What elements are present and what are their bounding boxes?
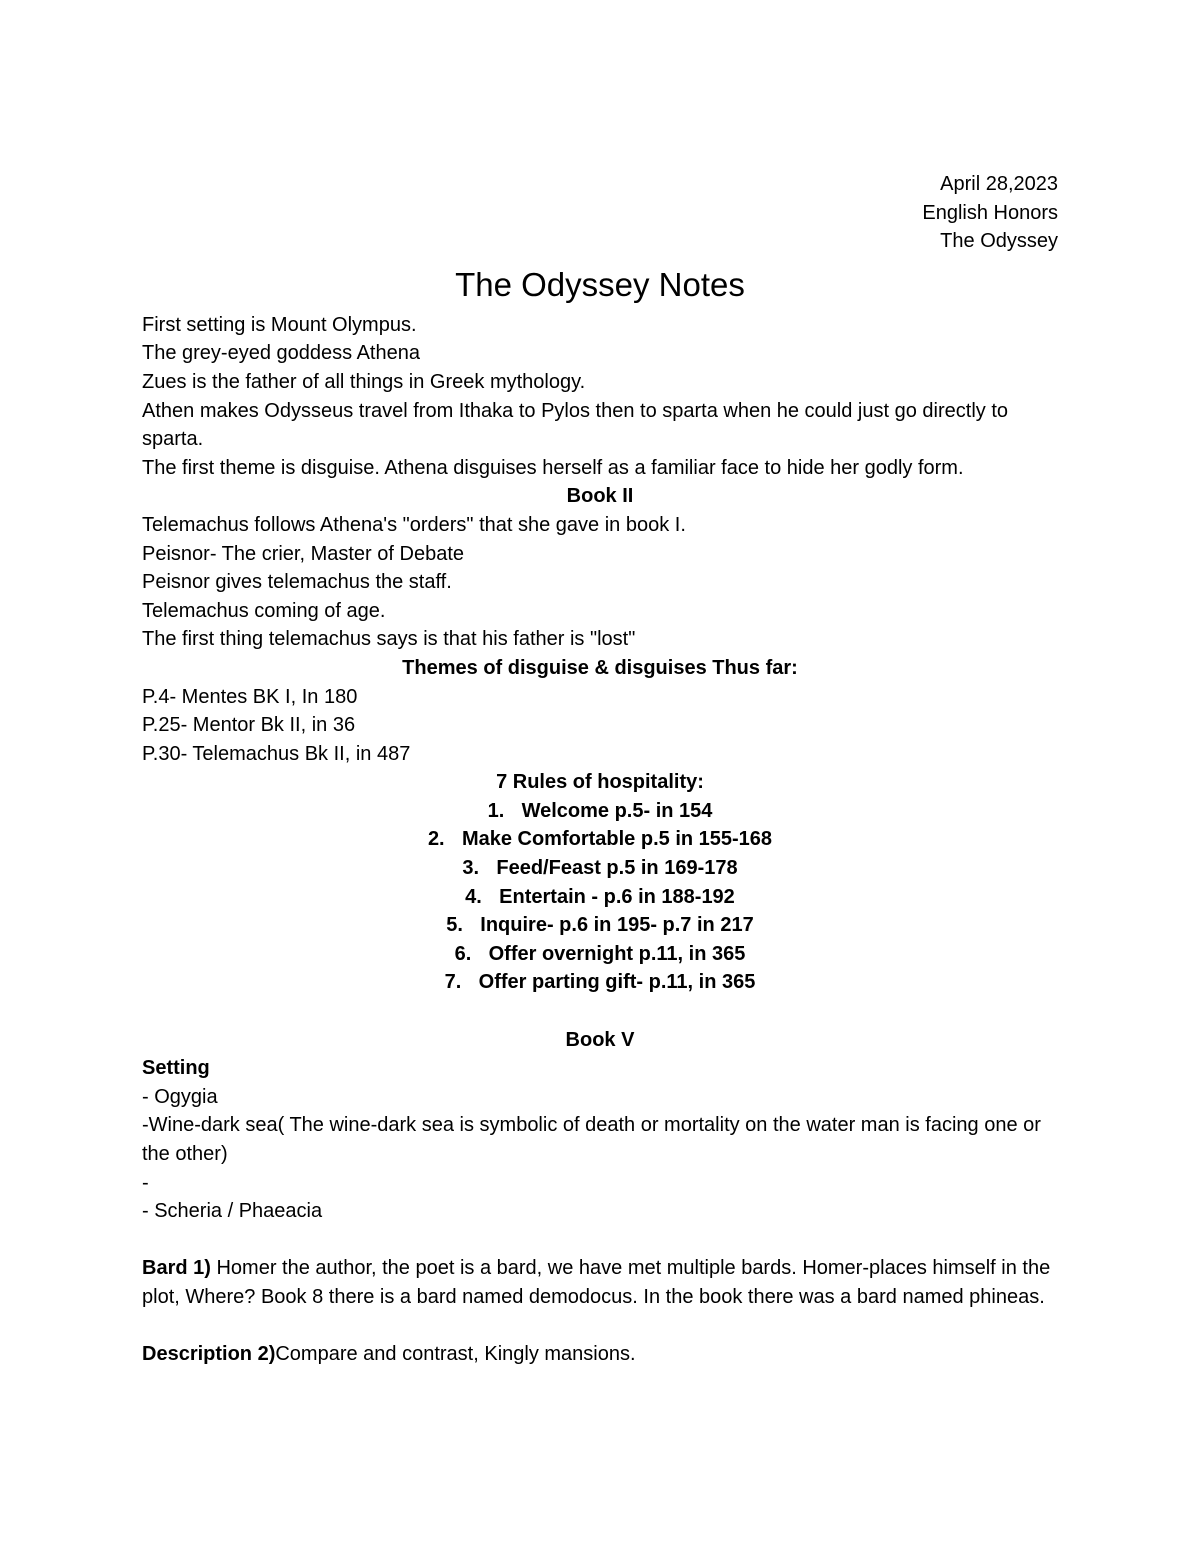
hospitality-heading: 7 Rules of hospitality: <box>496 771 704 794</box>
document-header <box>142 170 1058 256</box>
spacer <box>142 997 1058 1026</box>
intro-line: The grey-eyed goddess Athena <box>142 342 420 365</box>
hospitality-rule <box>142 883 1058 912</box>
book-2-line: The first thing telemachus says is that his father is "lost" <box>142 628 636 651</box>
rule-number: 1. <box>487 799 505 822</box>
book-5-heading: Book V <box>565 1028 635 1051</box>
rule-number: 4. <box>465 885 482 908</box>
bard-label: Bard 1) <box>142 1257 211 1280</box>
intro-section <box>142 311 1058 483</box>
rule-number: 7. <box>444 971 462 994</box>
hospitality-rule <box>142 797 1058 826</box>
intro-line: Athen makes Odysseus travel from Ithaka to Pylos then to sparta when he could just go directly to sparta. <box>142 399 1008 451</box>
rule-text: Offer parting gift- p.11, in 365 <box>478 971 756 994</box>
book-2-line: Telemachus coming of age. <box>142 599 386 622</box>
hospitality-rule <box>142 968 1058 997</box>
rule-text: Inquire- p.6 in 195- p.7 in 217 <box>480 914 754 937</box>
bard-paragraph <box>142 1254 1058 1311</box>
setting-line: - Scheria / Phaeacia <box>142 1200 323 1223</box>
hospitality-section <box>142 768 1058 997</box>
description-label: Description 2) <box>142 1343 276 1366</box>
disguise-line: P.25- Mentor Bk II, in 36 <box>142 714 356 737</box>
rule-number: 2. <box>427 828 445 851</box>
disguise-line: P.30- Telemachus Bk II, in 487 <box>142 742 411 765</box>
header-date: April 28,2023 <box>940 173 1058 195</box>
bard-text: Homer the author, the poet is a bard, we have met multiple bards. Homer-places himself in the plot, Where? Book 8 there is a bard named demodocus. In the book there was a bard named phineas. <box>142 1257 1051 1308</box>
hospitality-rule <box>142 911 1058 940</box>
intro-line: First setting is Mount Olympus. <box>142 313 417 336</box>
disguises-section <box>142 654 1058 768</box>
rule-text: Make Comfortable p.5 in 155-168 <box>461 828 773 851</box>
hospitality-rule <box>142 940 1058 969</box>
hospitality-rule <box>142 854 1058 883</box>
hospitality-rule <box>142 825 1058 854</box>
book-2-line: Telemachus follows Athena's "orders" that she gave in book I. <box>142 513 686 536</box>
rule-text: Entertain - p.6 in 188-192 <box>499 885 735 908</box>
setting-line: - Ogygia <box>142 1085 218 1108</box>
book-2-line: Peisnor gives telemachus the staff. <box>142 571 452 594</box>
book-2-section <box>142 482 1058 654</box>
intro-line: The first theme is disguise. Athena disguises herself as a familiar face to hide her godly form. <box>142 456 964 479</box>
description-text: Compare and contrast, Kingly mansions. <box>275 1343 636 1366</box>
header-course: English Honors <box>922 201 1058 224</box>
spacer <box>142 1312 1058 1341</box>
rule-number: 6. <box>454 942 472 965</box>
header-subject: The Odyssey <box>940 230 1058 253</box>
intro-line: Zues is the father of all things in Greek mythology. <box>142 370 586 393</box>
spacer <box>142 1226 1058 1255</box>
description-paragraph <box>142 1340 1058 1369</box>
setting-label: Setting <box>142 1057 210 1080</box>
book-2-heading: Book II <box>566 485 634 508</box>
rule-number: 5. <box>446 914 463 937</box>
setting-line: -Wine-dark sea( The wine-dark sea is symbolic of death or mortality on the water man is facing one or the other) <box>142 1114 1041 1165</box>
document-page <box>142 170 1058 1369</box>
book-5-section <box>142 1026 1058 1226</box>
disguise-line: P.4- Mentes BK I, In 180 <box>142 685 358 708</box>
rule-text: Welcome p.5- in 154 <box>521 799 713 822</box>
rule-number: 3. <box>462 857 480 880</box>
book-2-line: Peisnor- The crier, Master of Debate <box>142 542 464 565</box>
rule-text: Offer overnight p.11, in 365 <box>488 942 746 965</box>
rule-text: Feed/Feast p.5 in 169-178 <box>496 857 738 880</box>
setting-line: - <box>142 1171 149 1194</box>
disguises-heading: Themes of disguise & disguises Thus far: <box>402 656 798 679</box>
hospitality-rules-list <box>142 797 1058 997</box>
document-title: The Odyssey Notes <box>455 265 745 303</box>
